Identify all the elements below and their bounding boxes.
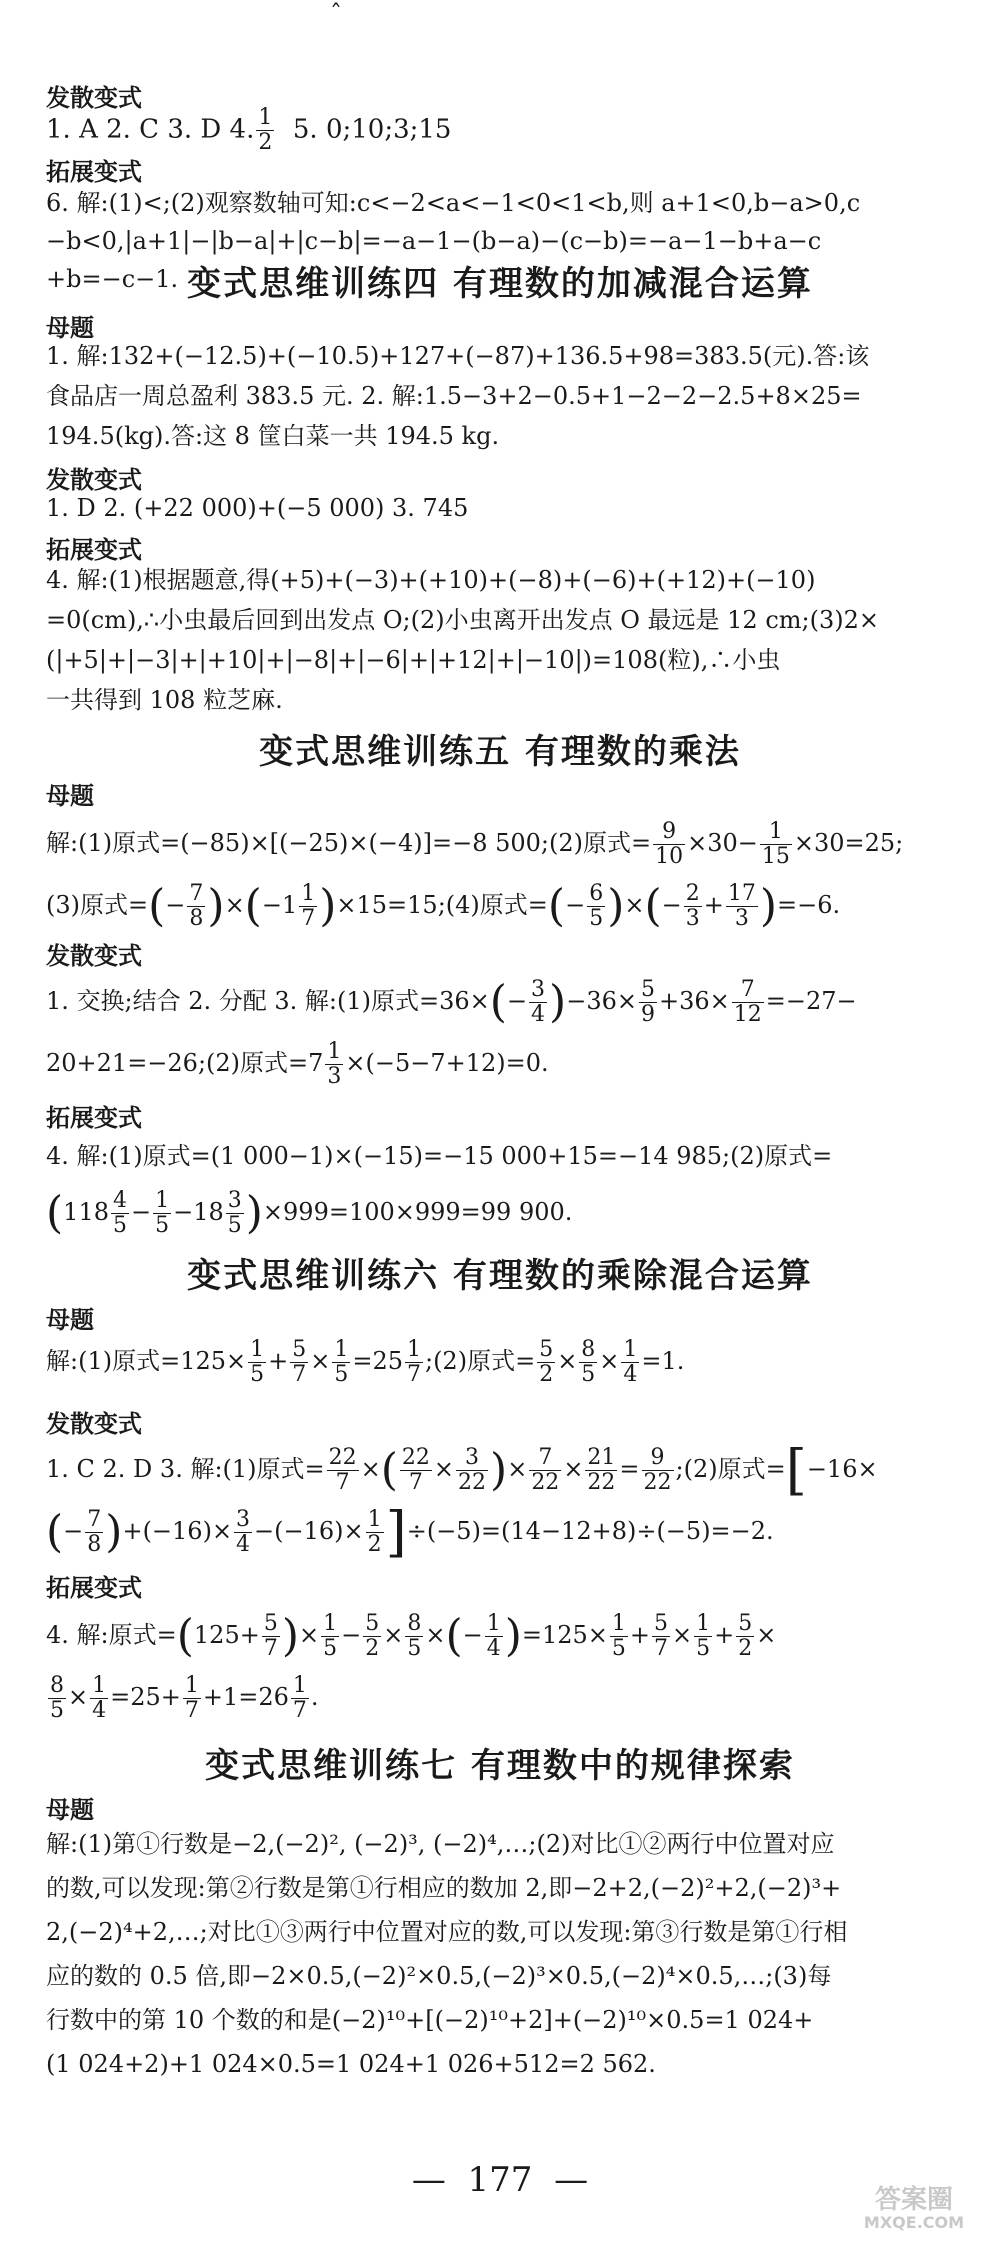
watermark-logo	[844, 2178, 984, 2232]
fraction: $\frac{3}{4}$	[236, 1507, 251, 1557]
label-mother-4: 母题	[46, 314, 94, 342]
mother-answer-5: 解:(1)原式=(−85)×[(−25)×(−4)]=−8 500;(2)原式= $\frac{9}{10}$ ×30− $\frac{1}{15}$ ×30=25; (3)原式=(− $\frac{7}{8}$ )×(−1 $\frac{1}{7}$ )×15=15;(4)原式=(− $\frac{6}{5}$ )×(− $\frac{2}{3}$ + $\frac{17}{3}$ )=−6.	[46, 819, 904, 932]
divergent-answers-3: 1. A 2. C 3. D 4. $\frac{1}{2}$ 5. 0;10;3;15	[46, 105, 452, 155]
label-mother-6: 母题	[46, 1306, 94, 1334]
fraction: $\frac{1}{7}$	[184, 1673, 199, 1723]
label-extend-5: 拓展变式	[46, 1104, 142, 1132]
fraction: $\frac{5}{7}$	[263, 1611, 278, 1661]
fraction: $\frac{1}{2}$	[258, 105, 273, 155]
fraction: $\frac{1}{5}$	[155, 1188, 170, 1238]
fraction: $\frac{5}{2}$	[539, 1337, 554, 1387]
fraction: $\frac{1}{5}$	[334, 1337, 349, 1387]
fraction: $\frac{5}{7}$	[654, 1611, 669, 1661]
section-title-7: 变式思维训练七 有理数中的规律探索	[205, 1746, 795, 1786]
section-title-4: 变式思维训练四 有理数的加减混合运算	[187, 264, 813, 304]
extend-answer-4: 4. 解:(1)根据题意,得(+5)+(−3)+(+10)+(−8)+(−6)+(+12)+(−10) =0(cm),∴小虫最后回到出发点 O;(2)小虫离开出发点 O 最远是 12 cm;(3)2× (|+5|+|−3|+|+10|+|−8|+|−6|+|+12|+|−10|)=108(粒),∴小虫 一共得到 108 粒芝麻.	[46, 566, 879, 714]
fraction: $\frac{1}{2}$	[367, 1507, 382, 1557]
fraction: $\frac{1}{7}$	[406, 1337, 421, 1387]
mother-answer-6: 解:(1)原式=125× $\frac{1}{5}$ + $\frac{5}{7}$ × $\frac{1}{5}$ =25 $\frac{1}{7}$ ;(2)原式= $\frac{5}{2}$ × $\frac{8}{5}$ × $\frac{1}{4}$ =1.	[46, 1337, 685, 1387]
section-title-5: 变式思维训练五 有理数的乘法	[259, 732, 741, 772]
fraction: $\frac{9}{10}$	[655, 819, 684, 869]
fraction: $\frac{5}{9}$	[640, 977, 655, 1027]
divergent-answers-4: 1. D 2. (+22 000)+(−5 000) 3. 745	[46, 494, 469, 522]
fraction: $\frac{3}{4}$	[531, 977, 546, 1027]
fraction: $\frac{17}{3}$	[727, 881, 756, 931]
label-mother-7: 母题	[46, 1796, 94, 1824]
label-mother-5: 母题	[46, 782, 94, 810]
fraction: $\frac{4}{5}$	[112, 1188, 127, 1238]
fraction: $\frac{7}{22}$	[531, 1445, 560, 1495]
mother-answer-4: 1. 解:132+(−12.5)+(−10.5)+127+(−87)+136.5+98=383.5(元).答:该 食品店一周总盈利 383.5 元. 2. 解:1.5−3+2−0.5+1−2−2−2.5+8×25= 194.5(kg).答:这 8 筐白菜一共 194.5 kg.	[46, 342, 870, 450]
fraction: $\frac{1}{4}$	[486, 1611, 501, 1661]
divergent-answers-5: 1. 交换;结合 2. 分配 3. 解:(1)原式=36×(− $\frac{3}{4}$ )−36× $\frac{5}{9}$ +36× $\frac{7}{12}$ =−27− 20+21=−26;(2)原式=7 $\frac{1}{3}$ ×(−5−7+12)=0.	[46, 976, 857, 1089]
fraction: $\frac{1}{15}$	[761, 819, 790, 869]
fraction: $\frac{21}{22}$	[587, 1445, 616, 1495]
fraction: $\frac{1}{3}$	[327, 1039, 342, 1089]
fraction: $\frac{5}{2}$	[365, 1611, 380, 1661]
extend-answer-5: 4. 解:(1)原式=(1 000−1)×(−15)=−15 000+15=−14 985;(2)原式= (118 $\frac{4}{5}$ − $\frac{1}{5}$ −18 $\frac{3}{5}$ )×999=100×999=99 900.	[46, 1142, 833, 1239]
fraction: $\frac{1}{5}$	[323, 1611, 338, 1661]
fraction: $\frac{3}{5}$	[227, 1188, 242, 1238]
fraction: $\frac{22}{7}$	[328, 1445, 357, 1495]
fraction: $\frac{5}{7}$	[292, 1337, 307, 1387]
fraction: $\frac{1}{5}$	[611, 1611, 626, 1661]
fraction: $\frac{1}{5}$	[696, 1611, 711, 1661]
label-extend-3: 拓展变式	[46, 158, 142, 186]
fraction: $\frac{8}{5}$	[50, 1673, 64, 1723]
label-divergent-3: 发散变式	[46, 84, 142, 112]
fraction: $\frac{2}{3}$	[685, 881, 700, 931]
fraction: $\frac{8}{5}$	[581, 1337, 596, 1387]
svg-text:答案圈: 答案圈	[874, 2185, 954, 2215]
svg-text:MXQE.COM: MXQE.COM	[863, 2213, 965, 2232]
fraction: $\frac{9}{22}$	[643, 1445, 672, 1495]
fraction: $\frac{7}{12}$	[733, 977, 762, 1027]
page-number: 177	[467, 2160, 533, 2200]
label-extend-4: 拓展变式	[46, 536, 142, 564]
fraction: $\frac{5}{2}$	[738, 1611, 753, 1661]
fraction: $\frac{1}{4}$	[92, 1673, 107, 1723]
fraction: $\frac{1}{7}$	[301, 881, 316, 931]
top-mark: ˆ	[330, 0, 342, 28]
fraction: $\frac{6}{5}$	[589, 881, 604, 931]
extend-answer-6: 4. 解:原式=(125+ $\frac{5}{7}$ )× $\frac{1}{5}$ − $\frac{5}{2}$ × $\frac{8}{5}$ ×(− $\frac{1}{4}$ )=125× $\frac{1}{5}$ + $\frac{5}{7}$ × $\frac{1}{5}$ + $\frac{5}{2}$ × $\frac{8}{5}$ × $\frac{1}{4}$ =25+ $\frac{1}{7}$ +1=26 $\frac{1}{7}$ .	[46, 1610, 777, 1723]
mother-answer-7: 解:(1)第①行数是−2,(−2)², (−2)³, (−2)⁴,…;(2)对比①②两行中位置对应 的数,可以发现:第②行数是第①行相应的数加 2,即−2+2,(−2)²+2,(−2)³+ 2,(−2)⁴+2,…;对比①③两行中位置对应的数,可以发现:第③行数是第①行相 应的数的 0.5 倍,即−2×0.5,(−2)²×0.5,(−2)³×0.5,(−2)⁴×0.5,…;(3)每 行数中的第 10 个数的和是(−2)¹⁰+[(−2)¹⁰+2]+(−2)¹⁰×0.5=1 024+ (1 024+2)+1 024×0.5=1 024+1 026+512=2 562.	[46, 1830, 848, 2078]
page-number-row: — 177 —	[411, 2160, 589, 2200]
label-extend-6: 拓展变式	[46, 1574, 142, 1602]
extend-answer-3: 6. 解:(1)<;(2)观察数轴可知:c<−2<a<−1<0<1<b,则 a+1<0,b−a>0,c −b<0,|a+1|−|b−a|+|c−b|=−a−1−(b−a)−(c−b)=−a−1−b+a−c +b=−c−1.	[46, 189, 861, 293]
label-divergent-6: 发散变式	[46, 1410, 142, 1438]
fraction: $\frac{7}{8}$	[189, 881, 204, 931]
fraction: $\frac{1}{7}$	[292, 1673, 307, 1723]
fraction: $\frac{1}{5}$	[250, 1337, 265, 1387]
label-divergent-4: 发散变式	[46, 466, 142, 494]
label-divergent-5: 发散变式	[46, 942, 142, 970]
fraction: $\frac{1}{4}$	[623, 1337, 638, 1387]
section-title-6: 变式思维训练六 有理数的乘除混合运算	[187, 1256, 813, 1296]
fraction: $\frac{7}{8}$	[87, 1507, 102, 1557]
divergent-answers-6: 1. C 2. D 3. 解:(1)原式= $\frac{22}{7}$ ×( $\frac{22}{7}$ × $\frac{3}{22}$ )× $\frac{7}{22}$ × $\frac{21}{22}$ = $\frac{9}{22}$ ;(2)原式=[−16× (− $\frac{7}{8}$ )+(−16)× $\frac{3}{4}$ −(−16)× $\frac{1}{2}$ ]÷(−5)=(14−12+8)÷(−5)=−2.	[46, 1438, 878, 1564]
fraction: $\frac{8}{5}$	[407, 1611, 422, 1661]
fraction: $\frac{22}{7}$	[401, 1445, 430, 1495]
fraction: $\frac{3}{22}$	[458, 1445, 487, 1495]
